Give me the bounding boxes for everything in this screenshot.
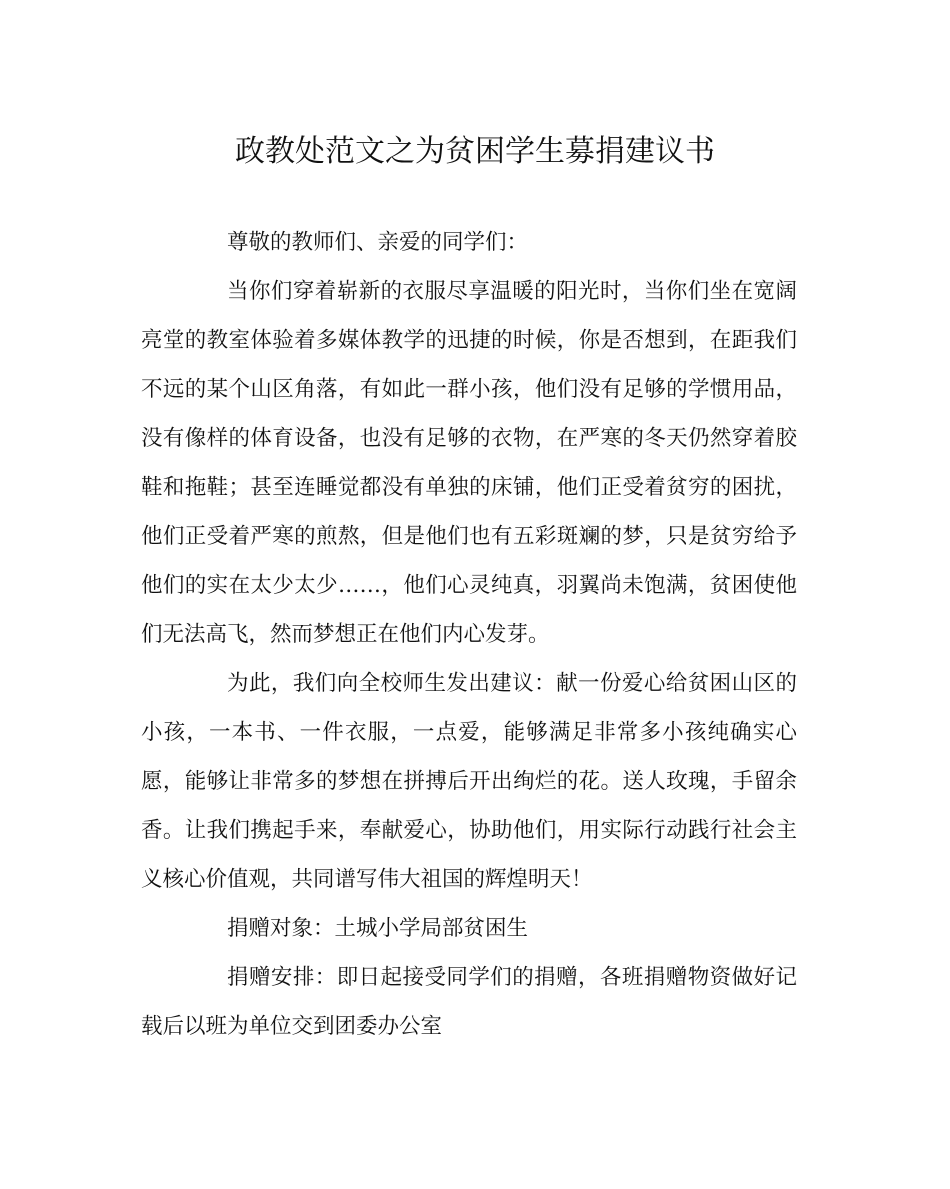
donation-arrangement-paragraph: 捐赠安排：即日起接受同学们的捐赠，各班捐赠物资做好记载后以班为单位交到团委办公室 [141,965,797,1039]
document-body [141,218,797,1051]
body-paragraph-situation: 当你们穿着崭新的衣服尽享温暖的阳光时，当你们坐在宽阔亮堂的教室体验着多媒体教学的迅捷的时候，你是否想到，在距我们不远的某个山区角落，有如此一群小孩，他们没有足够的学惯用品，没有像样的体育设备，也没有足够的衣物，在严寒的冬天仍然穿着胶鞋和拖鞋；甚至连睡觉都没有单独的床铺，他们正受着贫穷的困扰，他们正受着严寒的煎熬，但是他们也有五彩斑斓的梦，只是贫穷给予他们的实在太少太少……，他们心灵纯真，羽翼尚未饱满，贫困使他们无法高飞，然而梦想正在他们内心发芽。 [141,279,797,647]
donation-target-paragraph: 捐赠对象：土城小学局部贫困生 [227,916,529,941]
body-paragraph-proposal: 为此，我们向全校师生发出建议：献一份爱心给贫困山区的小孩，一本书、一件衣服，一点爱，能够满足非常多小孩纯确实心愿，能够让非常多的梦想在拼搏后开出绚烂的花。送人玫瑰，手留余香。让我们携起手来，奉献爱心，协助他们，用实际行动践行社会主义核心价值观，共同谱写伟大祖国的辉煌明天！ [141,671,797,892]
salutation-paragraph: 尊敬的教师们、亲爱的同学们： [227,230,529,255]
document-title: 政教处范文之为贫困学生募捐建议书 [235,134,715,169]
